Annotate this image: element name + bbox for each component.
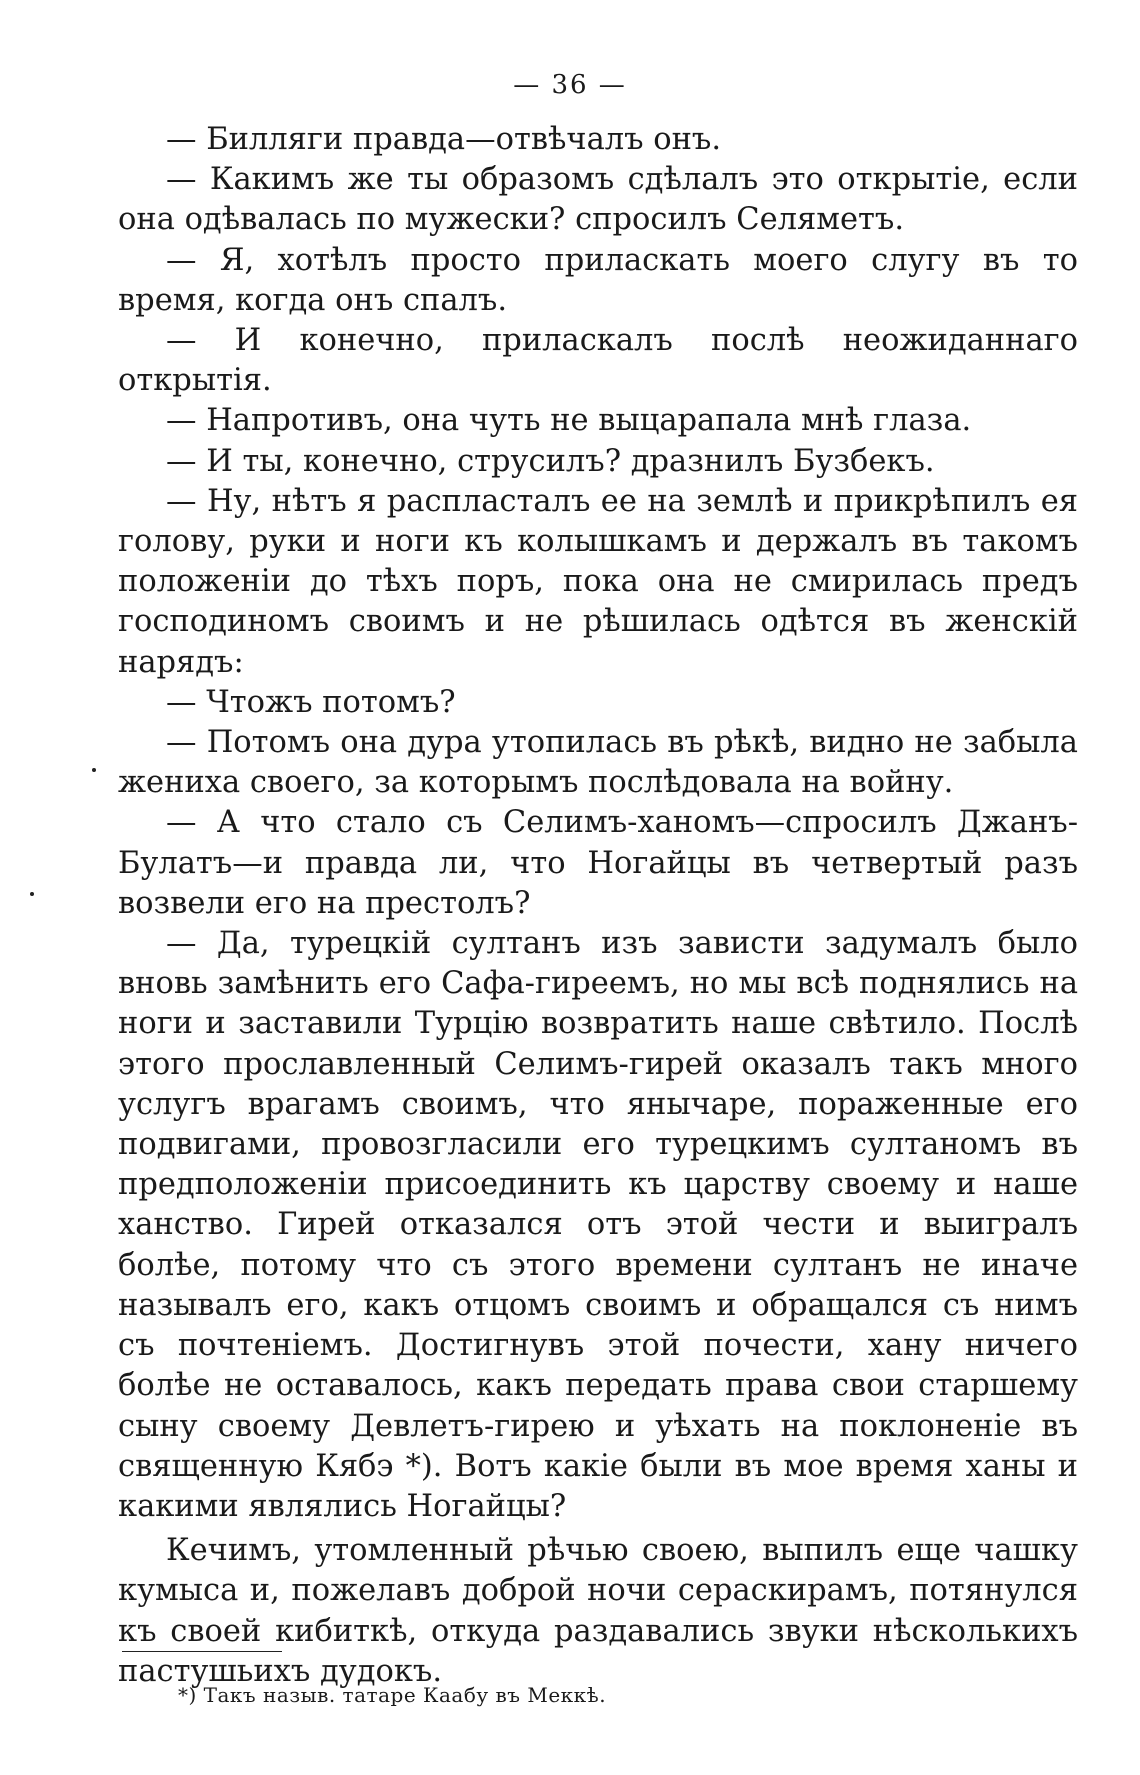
paragraph-12: Кечимъ, утомленный рѣчью своею, выпилъ еще чашку кумыса и, пожелавъ доброй ночи сераскирамъ, потянулся къ своей кибиткѣ, откуда раздавались звуки нѣсколькихъ пастушьихъ дудокъ. — [118, 1533, 1078, 1689]
paragraph-7: — Ну, нѣтъ я распласталъ ее на землѣ и прикрѣпилъ ея голову, руки и ноги къ колышкамъ и держалъ въ такомъ положеніи до тѣхъ поръ, пока она не смирилась предъ господиномъ своимъ и не рѣшилась одѣтся въ женскій нарядъ: — [118, 483, 1078, 680]
print-speck — [92, 768, 96, 772]
paragraph-8: — Чтожъ потомъ? — [166, 684, 456, 720]
paragraph-3: — Я, хотѣлъ просто приласкать моего слугу въ то время, когда онъ спалъ. — [118, 242, 1078, 318]
footnote: *) Такъ назыв. татаре Каабу въ Меккѣ. — [178, 1683, 607, 1707]
paragraph-11: — Да, турецкій султанъ изъ зависти задумалъ было вновь замѣнить его Сафа-гиреемъ, но мы всѣ поднялись на ноги и заставили Турцію возвратить наше свѣтило. Послѣ этого прославленный Селимъ-гирей оказалъ такъ много услугъ врагамъ своимъ, что янычаре, пораженные его подвигами, провозгласили его турецкимъ султаномъ въ предположеніи присоединить къ царству своему и наше ханство. Гирей отказался отъ этой чести и выигралъ болѣе, потому что съ этого времени султанъ не иначе называлъ его, какъ отцомъ своимъ и обращался съ нимъ съ почтеніемъ. Достигнувъ этой почести, хану ничего болѣе не оставалось, какъ передать права свои старшему сыну своему Девлетъ-гирею и уѣхать на поклоненіе въ священную Кябэ *). Вотъ какіе были въ мое время ханы и какими являлись Ногайцы? — [118, 926, 1078, 1524]
paragraph-10: — А что стало съ Селимъ-ханомъ—спросилъ Джанъ-Булатъ—и правда ли, что Ногайцы въ четвертый разъ возвели его на престолъ? — [118, 805, 1078, 921]
page-number: — 36 — — [513, 70, 627, 100]
footnote-divider — [122, 1651, 282, 1652]
paragraph-4: — И конечно, приласкалъ послѣ неожиданнаго открытія. — [118, 323, 1078, 399]
paragraph-5: — Напротивъ, она чуть не выцарапала мнѣ глаза. — [166, 403, 972, 439]
paragraph-6: — И ты, конечно, струсилъ? дразнилъ Бузбекъ. — [166, 443, 935, 479]
main-text — [118, 120, 1078, 1692]
print-speck — [30, 892, 34, 896]
paragraph-2: — Какимъ же ты образомъ сдѣлалъ это открытіе, если она одѣвалась по мужески? спросилъ Селяметъ. — [118, 162, 1078, 238]
paragraph-9: — Потомъ она дура утопилась въ рѣкѣ, видно не забыла жениха своего, за которымъ послѣдовала на войну. — [118, 725, 1078, 801]
paragraph-1: — Билляги правда—отвѣчалъ онъ. — [166, 122, 722, 157]
